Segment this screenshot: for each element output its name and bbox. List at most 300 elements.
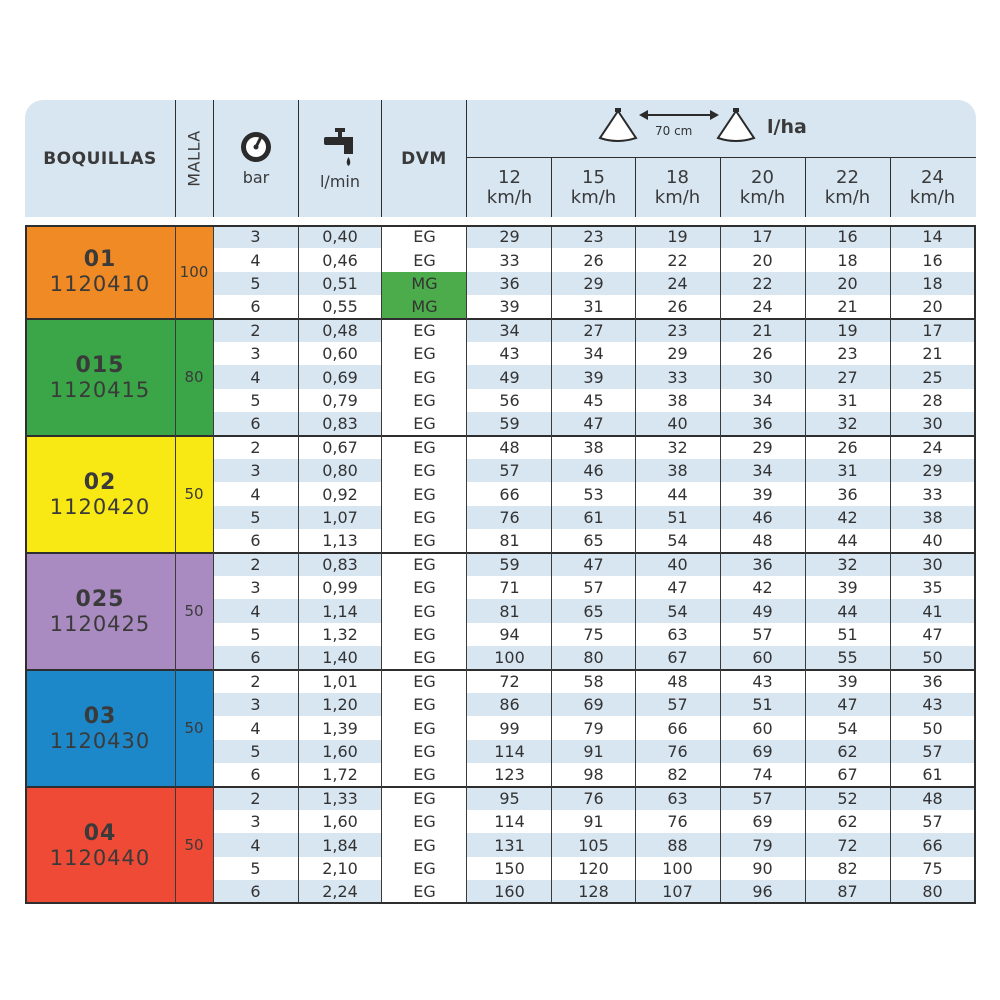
dvm-cell: EG [382,482,467,505]
speed-value: 24 [921,166,944,188]
lha-cell: 47 [922,624,943,644]
lha-cell: 38 [667,390,688,410]
dvm-cell: EG [382,553,467,576]
lha-cell: 25 [922,367,943,387]
dvm-cell: EG [382,412,467,435]
nozzle-table-body [25,225,976,904]
lha-cell: 16 [922,250,943,270]
lha-cell: 26 [837,437,858,457]
lmin-cell: 0,60 [322,344,358,364]
speed-value: 12 [498,166,521,188]
header-boquillas [25,100,175,217]
group-divider [25,435,976,437]
lha-cell: 120 [578,858,609,878]
nozzle-code: 1120425 [49,611,151,636]
lha-cell: 18 [922,273,943,293]
dvm-cell: EG [382,810,467,833]
bar-cell: 5 [250,624,261,644]
header-lha-label: l/ha [767,116,807,138]
lha-cell: 81 [499,601,520,621]
speed-column-header [720,158,805,217]
table-row [213,623,976,646]
lha-cell: 33 [499,250,520,270]
lmin-cell: 0,83 [322,414,358,434]
speed-value: 18 [666,166,689,188]
lha-cell: 24 [667,273,688,293]
speed-column-header [890,158,975,217]
speed-unit: km/h [739,186,786,208]
lha-cell: 39 [583,367,604,387]
dvm-cell: EG [382,459,467,482]
bar-cell: 2 [250,788,261,808]
lha-cell: 54 [837,718,858,738]
header-bar [214,100,298,217]
lha-cell: 55 [837,648,858,668]
malla-cell: 50 [175,553,213,670]
lha-cell: 69 [583,695,604,715]
speed-value: 15 [582,166,605,188]
lha-cell: 43 [922,695,943,715]
lmin-cell: 0,80 [322,461,358,481]
table-row [213,506,976,529]
lha-cell: 96 [752,882,773,902]
header-malla-label: MALLA [185,130,205,187]
lha-cell: 26 [752,344,773,364]
lmin-cell: 1,40 [322,648,358,668]
lha-cell: 31 [837,390,858,410]
lha-cell: 44 [837,531,858,551]
lha-cell: 43 [752,671,773,691]
nozzle-size: 015 [75,352,125,378]
bar-cell: 4 [250,835,261,855]
lmin-cell: 1,20 [322,695,358,715]
lha-cell: 107 [662,882,693,902]
dvm-cell: MG [382,295,467,318]
lha-cell: 36 [837,484,858,504]
speed-column-header [805,158,890,217]
lha-cell: 114 [494,741,525,761]
lha-cell: 27 [583,320,604,340]
lha-cell: 99 [499,718,520,738]
lha-cell: 51 [667,507,688,527]
malla-cell: 50 [175,787,213,904]
lha-cell: 36 [752,554,773,574]
lha-cell: 44 [837,601,858,621]
lha-cell: 29 [752,437,773,457]
bar-cell: 5 [250,507,261,527]
lha-cell: 32 [667,437,688,457]
dvm-cell: EG [382,740,467,763]
malla-cell: 50 [175,670,213,787]
nozzle-size: 02 [83,469,117,495]
lha-cell: 57 [922,812,943,832]
dvm-cell: EG [382,365,467,388]
lha-cell: 41 [922,601,943,621]
lha-cell: 21 [922,344,943,364]
lha-cell: 36 [922,671,943,691]
dvm-cell: EG [382,599,467,622]
dvm-cell: EG [382,833,467,856]
table-row [213,482,976,505]
group-divider [25,552,976,554]
lha-cell: 66 [667,718,688,738]
lha-cell: 150 [494,858,525,878]
lha-cell: 38 [922,507,943,527]
speed-column-header [635,158,720,217]
lha-cell: 79 [752,835,773,855]
lha-cell: 20 [922,297,943,317]
dvm-cell: EG [382,623,467,646]
lha-cell: 49 [499,367,520,387]
lha-cell: 23 [837,344,858,364]
lmin-cell: 2,10 [322,858,358,878]
lha-cell: 40 [667,414,688,434]
lha-cell: 90 [752,858,773,878]
lmin-cell: 1,07 [322,507,358,527]
nozzle-size: 025 [75,586,125,612]
column-divider [890,225,891,904]
speed-value: 22 [836,166,859,188]
nozzle-cell-04 [25,787,175,904]
lmin-cell: 1,32 [322,624,358,644]
lha-cell: 35 [922,578,943,598]
lha-cell: 57 [752,788,773,808]
lha-cell: 44 [667,484,688,504]
lha-cell: 23 [667,320,688,340]
header-lmin-label: l/min [319,172,360,191]
nozzle-size: 03 [83,703,117,729]
speed-unit: km/h [909,186,956,208]
lha-cell: 57 [499,461,520,481]
table-row [213,763,976,786]
table-row [213,716,976,739]
bar-cell: 6 [250,414,261,434]
bar-cell: 3 [250,812,261,832]
table-header [25,100,976,217]
table-row [213,553,976,576]
lha-cell: 63 [667,624,688,644]
table-row [213,740,976,763]
nozzle-cell-03 [25,670,175,787]
dvm-cell: EG [382,529,467,552]
lha-cell: 76 [667,812,688,832]
dvm-cell: EG [382,646,467,669]
lha-cell: 36 [499,273,520,293]
lha-cell: 60 [752,648,773,668]
lha-cell: 24 [922,437,943,457]
lmin-cell: 1,13 [322,531,358,551]
double-arrow-icon [639,108,719,122]
lha-cell: 58 [583,671,604,691]
bar-cell: 2 [250,554,261,574]
lha-cell: 87 [837,882,858,902]
group-divider [25,786,976,788]
table-row [213,412,976,435]
header-divider [551,157,552,217]
lmin-cell: 1,60 [322,812,358,832]
lha-cell: 67 [667,648,688,668]
dvm-cell: EG [382,716,467,739]
header-lha-group [467,100,976,157]
table-row [213,880,976,903]
lha-cell: 20 [752,250,773,270]
lha-cell: 30 [922,414,943,434]
lha-cell: 36 [752,414,773,434]
lha-cell: 34 [499,320,520,340]
malla-cell: 50 [175,436,213,553]
lha-cell: 27 [837,367,858,387]
lha-cell: 40 [667,554,688,574]
dvm-cell: EG [382,763,467,786]
nozzle-code: 1120430 [49,728,151,753]
dvm-cell: EG [382,342,467,365]
table-row [213,365,976,388]
lha-cell: 34 [583,344,604,364]
spray-cone-icon [713,108,759,142]
lha-cell: 39 [837,671,858,691]
dvm-cell: EG [382,225,467,248]
lha-cell: 72 [837,835,858,855]
lmin-cell: 1,84 [322,835,358,855]
lha-cell: 39 [752,484,773,504]
lha-cell: 19 [667,227,688,247]
lmin-cell: 1,72 [322,765,358,785]
lha-cell: 47 [583,554,604,574]
malla-cell: 100 [175,225,213,319]
lha-cell: 43 [499,344,520,364]
lha-cell: 94 [499,624,520,644]
speed-unit: km/h [486,186,533,208]
lha-cell: 80 [583,648,604,668]
lha-cell: 24 [752,297,773,317]
lha-cell: 34 [752,390,773,410]
column-divider [213,225,214,904]
lha-cell: 91 [583,741,604,761]
lha-cell: 20 [837,273,858,293]
spray-cone-icon [595,108,641,142]
lha-cell: 21 [752,320,773,340]
nozzle-code: 1120440 [49,845,151,870]
lha-cell: 53 [583,484,604,504]
bar-cell: 5 [250,858,261,878]
lha-cell: 29 [583,273,604,293]
lmin-cell: 1,33 [322,788,358,808]
lmin-cell: 0,99 [322,578,358,598]
lha-cell: 82 [837,858,858,878]
lha-cell: 79 [583,718,604,738]
lha-cell: 29 [922,461,943,481]
lmin-cell: 0,79 [322,390,358,410]
column-divider [720,225,721,904]
lha-cell: 131 [494,835,525,855]
dvm-cell: EG [382,506,467,529]
speed-unit: km/h [570,186,617,208]
table-row [213,646,976,669]
header-lmin [299,100,381,217]
lmin-cell: 1,01 [322,671,358,691]
lha-cell: 45 [583,390,604,410]
lha-cell: 69 [752,741,773,761]
lmin-cell: 1,60 [322,741,358,761]
lha-cell: 28 [922,390,943,410]
lha-cell: 30 [752,367,773,387]
lha-cell: 69 [752,812,773,832]
lha-cell: 48 [667,671,688,691]
lha-cell: 80 [922,882,943,902]
bar-cell: 4 [250,367,261,387]
table-row [213,857,976,880]
lmin-cell: 1,14 [322,601,358,621]
lha-cell: 63 [667,788,688,808]
lha-cell: 49 [752,601,773,621]
lha-cell: 123 [494,765,525,785]
nozzle-code: 1120410 [49,272,151,297]
lmin-cell: 0,55 [322,297,358,317]
lha-cell: 52 [837,788,858,808]
nozzle-size: 01 [83,247,117,273]
lha-cell: 22 [752,273,773,293]
lha-cell: 71 [499,578,520,598]
bar-cell: 6 [250,882,261,902]
nozzle-code: 1120420 [49,494,151,519]
lha-cell: 76 [583,788,604,808]
column-divider [175,225,176,904]
group-divider [25,318,976,320]
table-row [213,833,976,856]
bar-cell: 5 [250,390,261,410]
lha-cell: 18 [837,250,858,270]
column-divider [805,225,806,904]
lha-cell: 62 [837,812,858,832]
bar-cell: 3 [250,227,261,247]
lmin-cell: 0,67 [322,437,358,457]
header-dvm [382,100,466,217]
lha-cell: 76 [499,507,520,527]
lha-cell: 72 [499,671,520,691]
lha-cell: 33 [922,484,943,504]
lha-cell: 81 [499,531,520,551]
table-row [213,529,976,552]
lha-cell: 66 [499,484,520,504]
lmin-cell: 0,69 [322,367,358,387]
lha-cell: 61 [922,765,943,785]
bar-cell: 3 [250,461,261,481]
table-row [213,295,976,318]
table-row [213,787,976,810]
lha-cell: 88 [667,835,688,855]
dvm-cell: EG [382,436,467,459]
lha-cell: 31 [837,461,858,481]
lha-cell: 17 [752,227,773,247]
lha-cell: 75 [922,858,943,878]
lha-cell: 57 [922,741,943,761]
lha-cell: 75 [583,624,604,644]
lha-cell: 22 [667,250,688,270]
bar-cell: 4 [250,718,261,738]
header-divider [890,157,891,217]
lha-cell: 33 [667,367,688,387]
lha-cell: 74 [752,765,773,785]
lha-cell: 32 [837,414,858,434]
lha-cell: 51 [837,624,858,644]
lha-cell: 67 [837,765,858,785]
bar-cell: 6 [250,648,261,668]
lmin-cell: 0,40 [322,227,358,247]
nozzle-code: 1120415 [49,377,151,402]
bar-cell: 5 [250,273,261,293]
malla-cell: 80 [175,319,213,436]
lha-cell: 34 [752,461,773,481]
column-divider [298,225,299,904]
lha-cell: 76 [667,741,688,761]
bar-cell: 4 [250,601,261,621]
speed-column-header [467,158,552,217]
lha-cell: 54 [667,531,688,551]
pressure-gauge-icon [239,130,273,164]
lha-cell: 40 [922,531,943,551]
nozzle-spacing-label: 70 cm [655,124,693,138]
lha-cell: 14 [922,227,943,247]
speed-value: 20 [751,166,774,188]
table-row [213,272,976,295]
lha-cell: 32 [837,554,858,574]
lha-cell: 26 [583,250,604,270]
lmin-cell: 2,24 [322,882,358,902]
header-malla [176,100,213,217]
lha-cell: 42 [752,578,773,598]
bar-cell: 4 [250,250,261,270]
table-row [213,248,976,271]
lha-cell: 91 [583,812,604,832]
lha-cell: 128 [578,882,609,902]
bar-cell: 4 [250,484,261,504]
lha-cell: 54 [667,601,688,621]
lha-cell: 29 [499,227,520,247]
dvm-cell: EG [382,787,467,810]
bar-cell: 2 [250,671,261,691]
nozzle-cell-02 [25,436,175,553]
dvm-cell: EG [382,576,467,599]
lha-cell: 60 [752,718,773,738]
lha-cell: 39 [499,297,520,317]
bar-cell: 3 [250,695,261,715]
bar-cell: 3 [250,344,261,364]
lha-cell: 31 [583,297,604,317]
header-bar-label: bar [242,168,270,187]
table-row [213,389,976,412]
table-row [213,576,976,599]
lha-cell: 50 [922,648,943,668]
lmin-cell: 0,92 [322,484,358,504]
dvm-cell: MG [382,272,467,295]
lmin-cell: 0,46 [322,250,358,270]
table-row [213,436,976,459]
column-divider [635,225,636,904]
bar-cell: 6 [250,297,261,317]
lha-cell: 38 [667,461,688,481]
table-row [213,319,976,342]
bar-cell: 2 [250,320,261,340]
lha-cell: 23 [583,227,604,247]
table-row [213,810,976,833]
lha-cell: 56 [499,390,520,410]
lha-cell: 82 [667,765,688,785]
lha-cell: 59 [499,414,520,434]
water-tap-icon [322,126,358,172]
header-divider [720,157,721,217]
dvm-cell: EG [382,248,467,271]
lha-cell: 59 [499,554,520,574]
